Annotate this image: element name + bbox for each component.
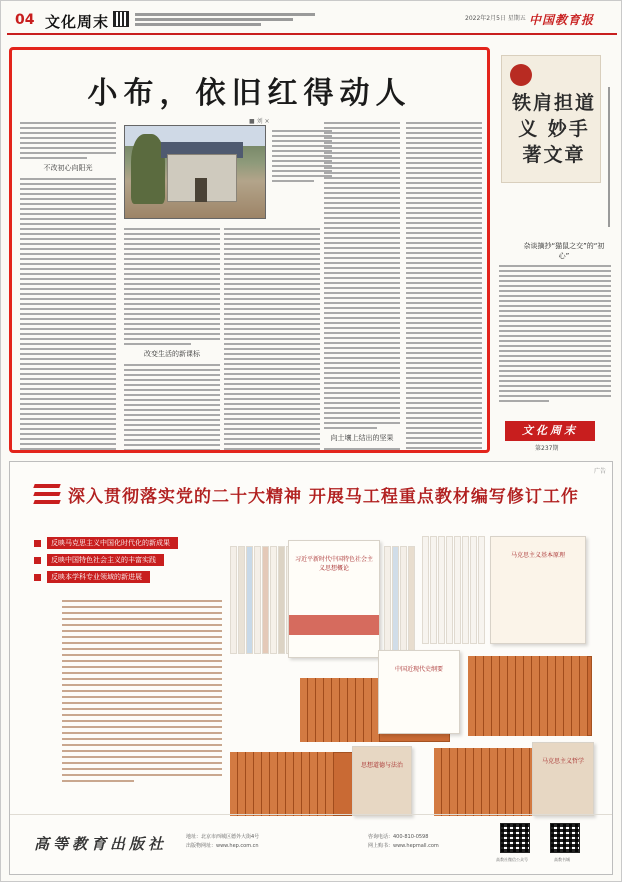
article-column-5 — [406, 122, 482, 453]
book-title: 中国近现代史纲要 — [394, 666, 443, 673]
contact-line: 咨询电话：400-810-0598 — [368, 834, 429, 840]
ad-body-text — [62, 600, 222, 786]
paper-name: 中国教育报 — [529, 13, 595, 27]
article-column-4 — [324, 122, 400, 453]
textbook-collection — [230, 532, 600, 822]
seal-icon — [510, 64, 532, 86]
book-cover — [378, 650, 460, 734]
book-spines-middle — [384, 546, 416, 654]
article-column-1 — [20, 122, 116, 453]
ad-bullet-text: 反映中国特色社会主义的丰富实践 — [47, 554, 164, 566]
qr-code-icon — [113, 11, 129, 27]
sidebar-article-body — [499, 265, 611, 405]
ad-bullet-text: 反映马克思主义中国化时代化的新成果 — [47, 537, 178, 549]
ad-bullet — [34, 553, 178, 567]
publisher-address — [186, 833, 259, 851]
featured-article[interactable] — [9, 47, 490, 453]
crate-spines — [434, 748, 546, 816]
book-spines-left — [230, 546, 294, 654]
sidebar-column — [495, 47, 617, 451]
sidebar-headline[interactable]: 杂谈摘抄“猫鼠之交”的“初心” — [523, 242, 605, 260]
ad-bullet — [34, 536, 178, 550]
qr-code-icon[interactable] — [550, 823, 580, 853]
article-subhead: 不改初心向阳光 — [43, 164, 93, 172]
article-photo — [124, 125, 266, 219]
qr-caption: 高教社微信公众号 — [496, 857, 528, 862]
ad-headline: 深入贯彻落实党的二十大精神 开展马工程重点教材编写修订工作 — [68, 487, 579, 507]
book-title: 马克思主义基本原理 — [510, 552, 565, 559]
article-subhead: 改变生活的新课标 — [144, 350, 200, 358]
article-column-3 — [224, 228, 320, 453]
issue-number: 第237期 — [535, 445, 559, 452]
book-cover — [532, 742, 594, 816]
book-title: 马克思主义哲学 — [541, 758, 584, 765]
advertisement[interactable] — [9, 461, 613, 875]
ad-label: 广告 — [593, 468, 606, 475]
address-line: 地址：北京市西城区德外大街4号 — [186, 834, 260, 840]
publisher-logo-icon — [34, 482, 60, 508]
issue-date: 2022年2月5日 星期五 — [465, 15, 526, 22]
calligraphy-text: 铁肩担道义 妙手著文章 — [512, 92, 597, 166]
article-subhead: 向土壤上结出的坚果 — [330, 434, 394, 442]
ad-bullet — [34, 570, 178, 584]
article-headline: 小布，依旧红得动人 — [87, 76, 412, 111]
ad-bullet-text: 反映本学科专业领域的新进展 — [47, 571, 150, 583]
photo-caption — [272, 130, 332, 185]
section-title: 文化周末 — [45, 13, 110, 31]
calligraphy-artwork — [501, 55, 601, 183]
weekend-logo: 文化周末 — [505, 421, 595, 441]
crate-spines — [230, 752, 334, 816]
ad-bullet-list — [34, 536, 178, 587]
ad-footer — [10, 814, 612, 874]
masthead — [7, 5, 617, 35]
book-title: 习近平新时代中国特色社会主义思想概论 — [295, 556, 374, 572]
publisher-contact — [368, 833, 439, 851]
masthead-editor-info — [135, 11, 315, 28]
publisher-name: 高等教育出版社 — [34, 835, 168, 853]
contact-line[interactable]: 网上购书：www.hepmall.com — [368, 843, 439, 849]
crate-spines — [468, 656, 588, 736]
crate-spines — [300, 678, 380, 742]
article-byline: ■ 刘 × — [249, 118, 270, 125]
qr-caption: 高教书城 — [554, 857, 570, 862]
book-cover — [352, 746, 412, 816]
address-line[interactable]: 出版物网址：www.hep.com.cn — [186, 843, 259, 849]
book-cover — [490, 536, 586, 644]
page-number: 04 — [15, 12, 35, 28]
qr-code-icon[interactable] — [500, 823, 530, 853]
book-cover — [288, 540, 380, 658]
book-spines-right — [422, 536, 486, 644]
article-column-2 — [124, 228, 220, 453]
book-title: 思想道德与法治 — [360, 762, 403, 769]
calligraphy-credit — [605, 87, 615, 227]
